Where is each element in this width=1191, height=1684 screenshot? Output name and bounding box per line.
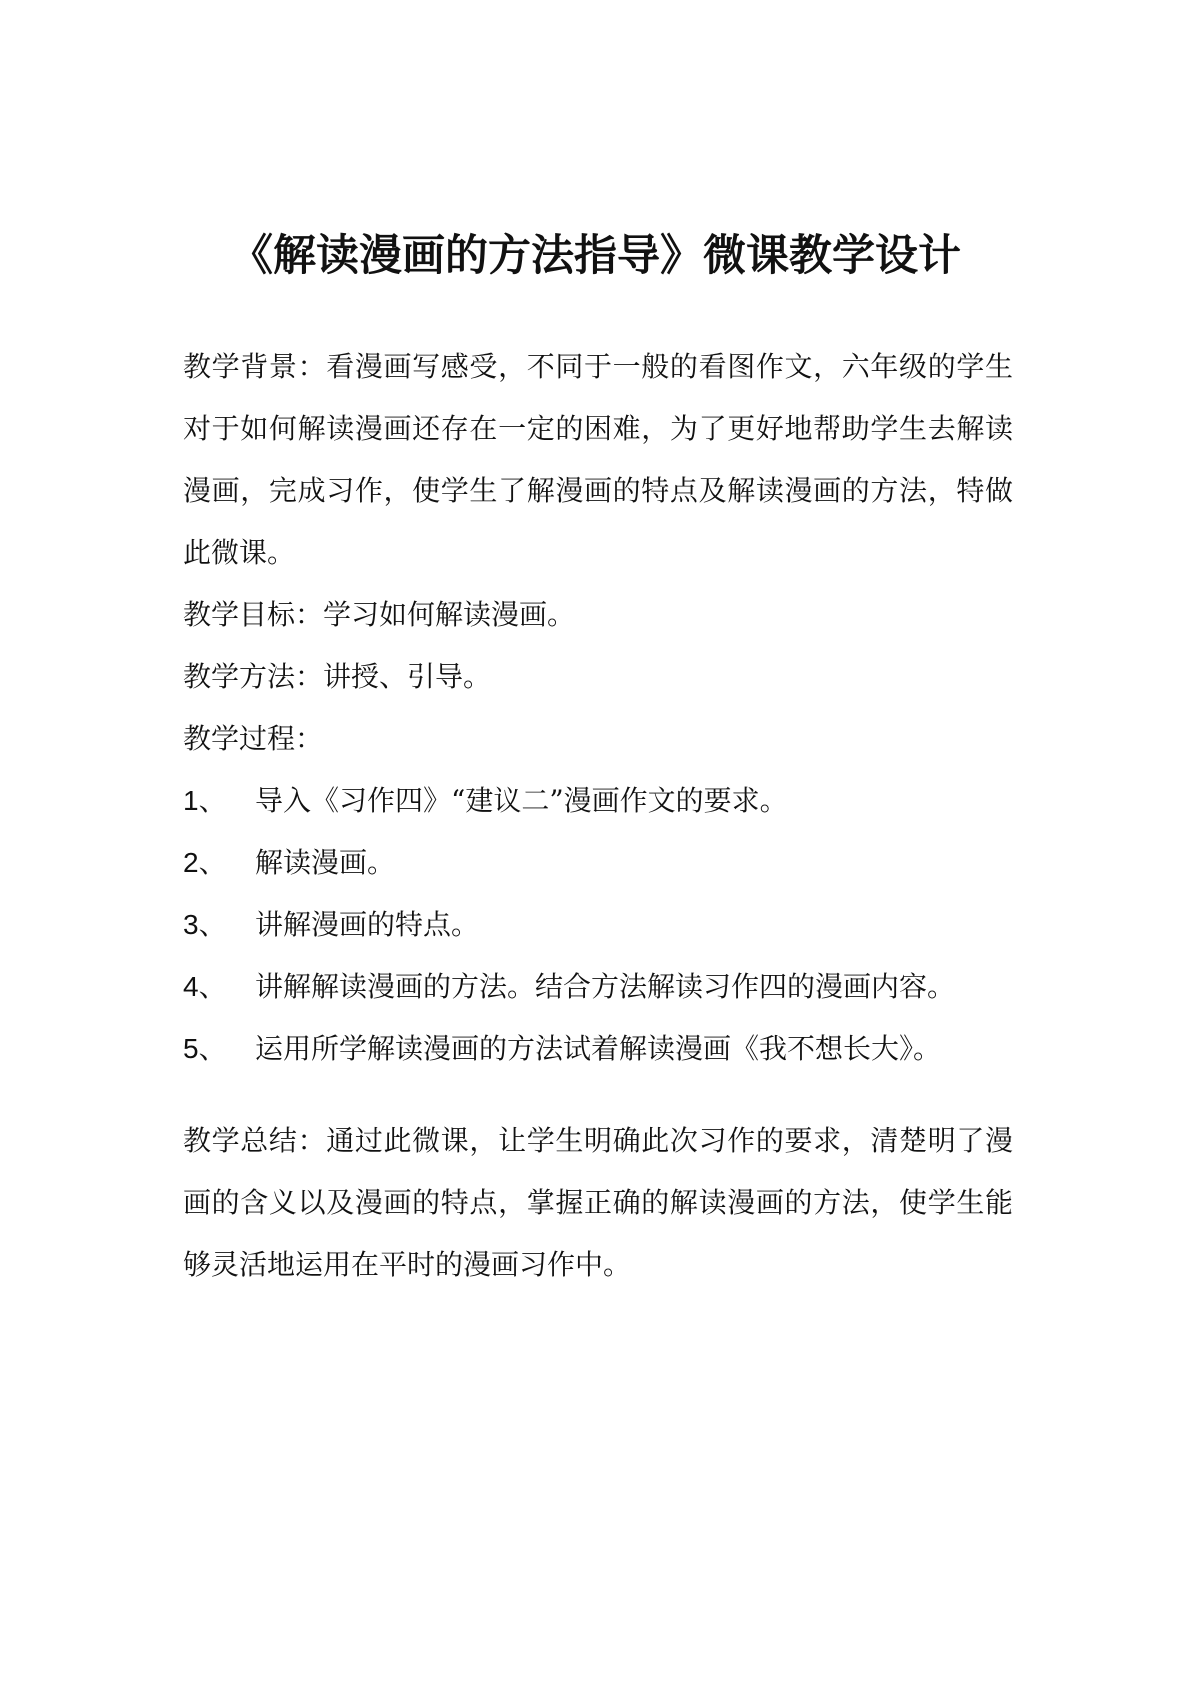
list-number: 5、 [183, 1033, 227, 1064]
list-number: 3、 [183, 909, 227, 940]
process-heading: 教学过程： [183, 722, 324, 755]
list-item [183, 894, 1013, 956]
background-line: 教学背景：看漫画写感受，不同于一般的看图作文，六年级的学生 [183, 350, 1013, 383]
list-number: 2、 [183, 847, 227, 878]
summary-line: 画的含义以及漫画的特点，掌握正确的解读漫画的方法，使学生能 [183, 1186, 1013, 1219]
list-text: 导入《习作四》“建议二”漫画作文的要求。 [255, 784, 788, 817]
teaching-method: 教学方法：讲授、引导。 [183, 660, 492, 693]
process-list [183, 770, 1013, 1080]
background-line: 对于如何解读漫画还存在一定的困难，为了更好地帮助学生去解读 [183, 412, 1013, 445]
list-item [183, 1018, 1013, 1080]
list-text: 讲解解读漫画的方法。结合方法解读习作四的漫画内容。 [255, 970, 956, 1003]
list-item [183, 832, 1013, 894]
method-paragraph [183, 646, 1013, 708]
document-title: 《解读漫画的方法指导》微课教学设计 [230, 231, 961, 281]
list-item [183, 956, 1013, 1018]
summary-line: 够灵活地运用在平时的漫画习作中。 [183, 1248, 632, 1281]
background-line: 此微课。 [183, 536, 296, 569]
background-line: 漫画，完成习作，使学生了解漫画的特点及解读漫画的方法，特做 [183, 474, 1013, 507]
list-text: 讲解漫画的特点。 [255, 908, 480, 941]
background-paragraph [183, 336, 1013, 584]
list-item [183, 770, 1013, 832]
list-number: 1、 [183, 785, 227, 816]
process-heading-paragraph [183, 708, 1013, 770]
goal-paragraph [183, 584, 1013, 646]
summary-line: 教学总结：通过此微课，让学生明确此次习作的要求，清楚明了漫 [183, 1124, 1013, 1157]
list-number: 4、 [183, 971, 227, 1002]
list-text: 解读漫画。 [255, 846, 396, 879]
teaching-goal: 教学目标：学习如何解读漫画。 [183, 598, 576, 631]
summary-paragraph [183, 1110, 1013, 1296]
list-text: 运用所学解读漫画的方法试着解读漫画《我不想长大》。 [255, 1032, 942, 1065]
